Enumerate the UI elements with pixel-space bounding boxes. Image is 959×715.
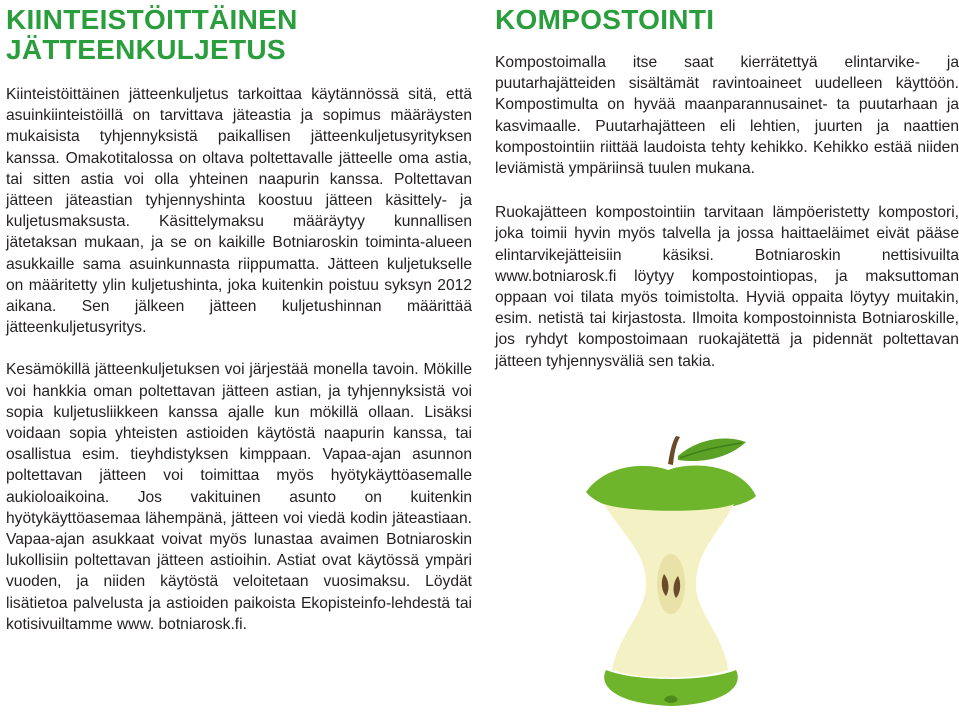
composting-paragraph-2 — [495, 202, 959, 372]
waste-transport-paragraph-1 — [6, 84, 472, 338]
paragraph-text: Kesämökillä jätteenkuljetuksen voi järjestää monella tavoin. Mökille voi hankkia oman poltettavan jätteen astian, ja tyhjennyksistä voi sopia kuljetusliikkeen kanssa ajalle kun mökillä ollaan. Lisäksi voidaan sopia yhteisten astioiden käytöstä naapurin kanssa, tai osallistua esim. tieyhdistyksen kimppaan. Vapaa-ajan asunnon poltettavan jätteen voi toimittaa myös hyötykäyttöasemalle aukioloaikoina. Jos vakituinen asunto on kuitenkin hyötykäyttöasemaa lähempänä, jätteen voi viedä kodin jäteastiaan. Vapaa-ajan asukkaat voivat myös lunastaa avaimen Botniaroskin lukollisiin poltettavan jätteen astioihin. Astiat ovat käytössä ympäri vuoden, ja niiden käytöstä veloitetaan vuosimaksu. Löydät lisätietoa palvelusta ja astioiden paikoista Ekopisteinfo-lehdestä tai kotisivuiltamme www. botniarosk.fi. — [6, 361, 472, 633]
paragraph-text: Kompostoimalla itse saat kierrätettyä elintarvike- ja puutarhajätteiden sisältämät ravintoaineet uudelleen käyttöön. Kompostimulta on hyvää maanparannusainet- ta puutarhaan ja kasvimaalle. Puutarhajätteen eli lehtien, juurten ja naattien kompostointiin riittää laudoista tehty kehikko. Kehikko estää niiden leviämistä ympäriinsä tuulen mukana. — [495, 54, 959, 178]
apple-stem — [668, 436, 680, 465]
section-title-waste-transport — [6, 0, 472, 65]
paragraph-text: Ruokajätteen kompostointiin tarvitaan lämpöeristetty kompostori, joka toimii hyvin myös talvella ja jossa haittaeläimet eivät pääse elintarvikejätteisiin käsiksi. Botniaroskin nettisivuilta www.botniarosk.fi löytyy kompostointiopas, ja maksuttoman oppaan voi tilata myös toimistolta. Hyviä oppaita löytyy muitakin, esim. netistä tai kirjastosta. Ilmoita kompostoinnista Botniaroskille, jos ryhdyt kompostoimaan ruokajätettä ja pidennät poltettavan jätteen tyhjennysväliä sen takia. — [495, 204, 959, 370]
section-title-composting: KOMPOSTOINTI — [495, 4, 715, 35]
apple-core-illustration — [546, 434, 786, 710]
title-line-1: KIINTEISTÖITTÄINEN — [6, 4, 298, 35]
right-column — [495, 0, 959, 372]
waste-transport-paragraph-2 — [6, 359, 472, 635]
composting-paragraph-1 — [495, 52, 959, 179]
left-column — [6, 0, 472, 635]
apple-leaf — [678, 438, 746, 461]
paragraph-text: Kiinteistöittäinen jätteenkuljetus tarkoittaa käytännössä sitä, että asuinkiinteistöillä on tarvittava jäteastia ja sopimus määräysten mukaisista tyhjennyksistä paikallisen jätteenkuljetusyrityksen kanssa. Omakotitalossa on oltava poltettavalle jätteelle oma astia, tai sitten astia voi olla yhteinen naapurin kanssa. Poltettavan jätteen jäteastian tyhjennyshinta koostuu jätteen käsittely- ja kuljetusmaksusta. Käsittelymaksu määräytyy kunnallisen jätetaksan mukaan, ja se on kaikille Botniaroskin toiminta-alueen asukkaille sama asuinkunnasta riippumatta. Jätteen kuljetukselle on määritetty ylin kuljetushinta, joka kuitenkin poistuu syksyn 2012 aikana. Sen jälkeen jätteen kuljetushinnan määrittää jätteenkuljetusyritys. — [6, 86, 472, 337]
title-line-2: JÄTTEENKULJETUS — [6, 34, 286, 65]
apple-skin-top — [586, 466, 756, 512]
